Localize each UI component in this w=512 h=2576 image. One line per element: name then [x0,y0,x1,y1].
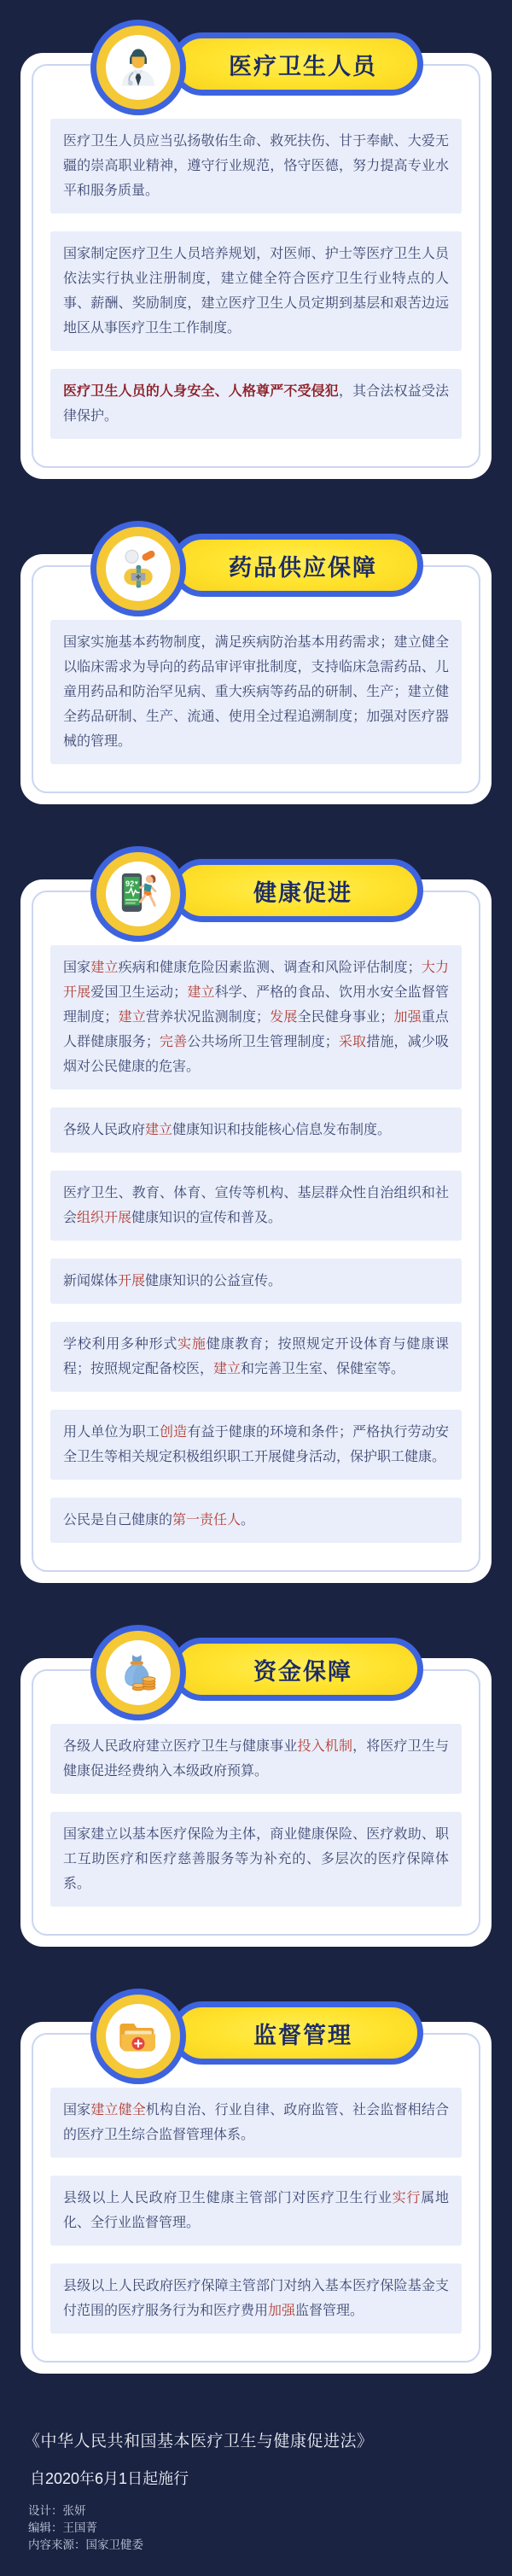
text-segment: 监督管理。 [295,2304,364,2318]
text-segment: 。 [241,1513,255,1527]
text-segment: 国家 [63,2103,91,2117]
paragraph [50,1410,462,1480]
text-segment: 创造 [160,1425,188,1440]
card-inner-border [32,891,480,1572]
text-segment: 发展 [270,1010,298,1025]
text-segment: 健康知识和技能核心信息发布制度。 [172,1123,392,1137]
text-segment: 各级人民政府建立医疗卫生与健康事业 [63,1739,298,1754]
text-segment: 用人单位为职工 [63,1425,160,1440]
section-title: 药品供应保障 [229,554,377,581]
text-segment: 国家实施基本药物制度，满足疾病防治基本用药需求；建立健全以临床需求为导向的药品审评审批制度，支持临床急需药品、儿童用药品和防治罕见病、重大疾病等药品的研制、生产；建立健全药品研制、生产、流通、使用全过程追溯制度；加强对医疗器械的管理。 [63,635,449,749]
section-title-pill [171,1638,423,1701]
credit-line: 设计：张妍 [28,2504,86,2517]
text-segment: 开展 [118,1274,146,1288]
section-medical-staff [20,53,492,479]
section-card [20,1658,492,1947]
section-title: 资金保障 [253,1658,352,1685]
text-segment: ，将医疗卫生与健康促进经费纳入本级政府预算。 [63,1739,449,1779]
text-segment: 属地化、全行业监督管理。 [63,2191,449,2230]
section-badge [90,1625,186,1720]
credit-line: 编辑：王国菁 [28,2521,97,2534]
section-badge [90,20,186,115]
text-segment: 大力开展 [63,961,449,1000]
card-inner-border [32,565,480,793]
pills-icon [106,536,171,601]
text-segment: 国家建立以基本医疗保险为主体，商业健康保险、医疗救助、职工互助医疗和医疗慈善服务等为补充的、多层次的医疗保障体系。 [63,1827,449,1891]
text-segment: 县级以上人民政府卫生健康主管部门对医疗卫生行业 [63,2191,393,2205]
text-segment: 加强 [268,2304,296,2318]
runner-phone-icon [106,862,171,926]
text-segment: 新闻媒体 [63,1274,119,1288]
text-segment: 国家制定医疗卫生人员培养规划，对医师、护士等医疗卫生人员依法实行执业注册制度，建立健全符合医疗卫生行业特点的人事、薪酬、奖励制度，建立医疗卫生人员定期到基层和艰苦边远地区从事医疗卫生工作制度。 [63,247,449,336]
text-segment: 各级人民政府 [63,1123,146,1137]
text-segment: 爱国卫生运动； [90,985,188,1000]
text-segment: 健康知识的公益宣传。 [145,1274,282,1288]
effective-date: 自2020年6月1日起施行 [30,2470,189,2487]
text-segment: 建立健全 [90,2103,146,2117]
text-segment: 重点人群健康服务； [63,1010,449,1049]
text-segment: 建立 [213,1362,241,1376]
text-segment: 建立 [145,1123,173,1137]
card-inner-border [32,64,480,468]
paragraph [50,369,462,439]
section-title-pill [171,859,423,922]
credit-line: 内容来源：国家卫健委 [28,2538,143,2551]
section-supervision [20,2022,492,2374]
text-segment: 建立 [118,1010,146,1025]
text-segment: 投入机制 [297,1739,353,1754]
section-card [20,2022,492,2374]
text-segment: 公共场所卫生管理制度； [187,1035,339,1049]
paragraph [50,620,462,764]
text-segment: 第一责任人 [172,1513,241,1527]
text-segment: 和完善卫生室、保健室等。 [241,1362,405,1376]
text-segment: 健康知识的宣传和普及。 [131,1211,282,1225]
section-title-pill [171,32,423,96]
paragraph [50,1322,462,1392]
paragraph [50,1724,462,1794]
text-segment: 健康教育；按照规定开设体育与健康课程；按照规定配备校医， [63,1337,449,1376]
text-segment: 机构自治、行业自律、政府监管、社会监督相结合的医疗卫生综合监督管理体系。 [63,2103,449,2142]
svg-text:92: 92 [125,879,135,888]
section-title: 医疗卫生人员 [229,53,377,79]
section-title-pill [171,534,423,597]
section-title: 健康促进 [253,879,352,906]
text-segment: 县级以上人民政府医疗保障主管部门对纳入基本医疗保险基金支付范围的医疗服务行为和医疗费用 [63,2279,449,2318]
text-segment: 公民是自己健康的 [63,1513,173,1527]
section-badge [90,521,186,616]
text-segment: 科学、严格的食品、饮用水安全监督管理制度； [63,985,449,1025]
svg-text:♥: ♥ [134,880,138,887]
text-segment: 营养状况监测制度； [145,1010,271,1025]
paragraph [50,2176,462,2246]
text-segment: 全民健身事业； [297,1010,394,1025]
paragraph [50,1498,462,1543]
text-segment: 加强 [393,1010,422,1025]
sections-container [0,53,512,2374]
text-segment: 学校利用多种形式 [63,1337,178,1352]
text-segment: 医疗卫生人员应当弘扬敬佑生命、救死扶伤、甘于奉献、大爱无疆的崇高职业精神，遵守行业规范，恪守医德，努力提高专业水平和服务质量。 [63,134,449,198]
paragraph [50,1171,462,1241]
paragraph [50,945,462,1089]
money-bag-icon [106,1640,171,1705]
paragraph [50,1107,462,1153]
section-badge [90,846,186,942]
text-segment: 建立 [187,985,215,1000]
text-segment: ，其合法权益受法律保护。 [63,384,449,423]
text-segment: 实施 [177,1337,207,1352]
text-segment: 医疗卫生人员的人身安全、人格尊严不受侵犯 [63,384,339,399]
paragraph [50,1812,462,1907]
paragraph [50,2088,462,2158]
text-segment: 国家 [63,961,91,975]
section-funding [20,1658,492,1947]
section-title: 监督管理 [253,2022,352,2048]
credits-list [28,2503,488,2554]
text-segment: 实行 [392,2191,422,2205]
text-segment: 完善 [159,1035,188,1049]
law-title: 《中华人民共和国基本医疗卫生与健康促进法》 [24,2433,374,2450]
section-card [20,879,492,1583]
section-drug-supply [20,554,492,804]
card-inner-border [32,1669,480,1936]
paragraph [50,231,462,351]
text-segment: 组织开展 [77,1211,132,1225]
doctor-icon [106,35,171,100]
text-segment: 医疗卫生、教育、体育、宣传等机构、基层群众性自治组织和社会 [63,1186,449,1225]
section-title-pill [171,2001,423,2065]
card-inner-border [32,2033,480,2363]
text-segment: 措施，减少吸烟对公民健康的危害。 [63,1035,449,1074]
paragraph [50,119,462,213]
text-segment: 采取 [338,1035,367,1049]
text-segment: 疾病和健康危险因素监测、调查和风险评估制度； [118,961,422,975]
paragraph [50,1259,462,1304]
section-health-promotion [20,879,492,1583]
section-badge [90,1989,186,2084]
text-segment: 建立 [90,961,119,975]
folder-cross-icon [106,2004,171,2069]
text-segment: 有益于健康的环境和条件；严格执行劳动安全卫生等相关规定积极组织职工开展健身活动，保护职工健康。 [63,1425,449,1464]
paragraph [50,2263,462,2334]
footer [24,2428,488,2554]
section-card [20,53,492,479]
